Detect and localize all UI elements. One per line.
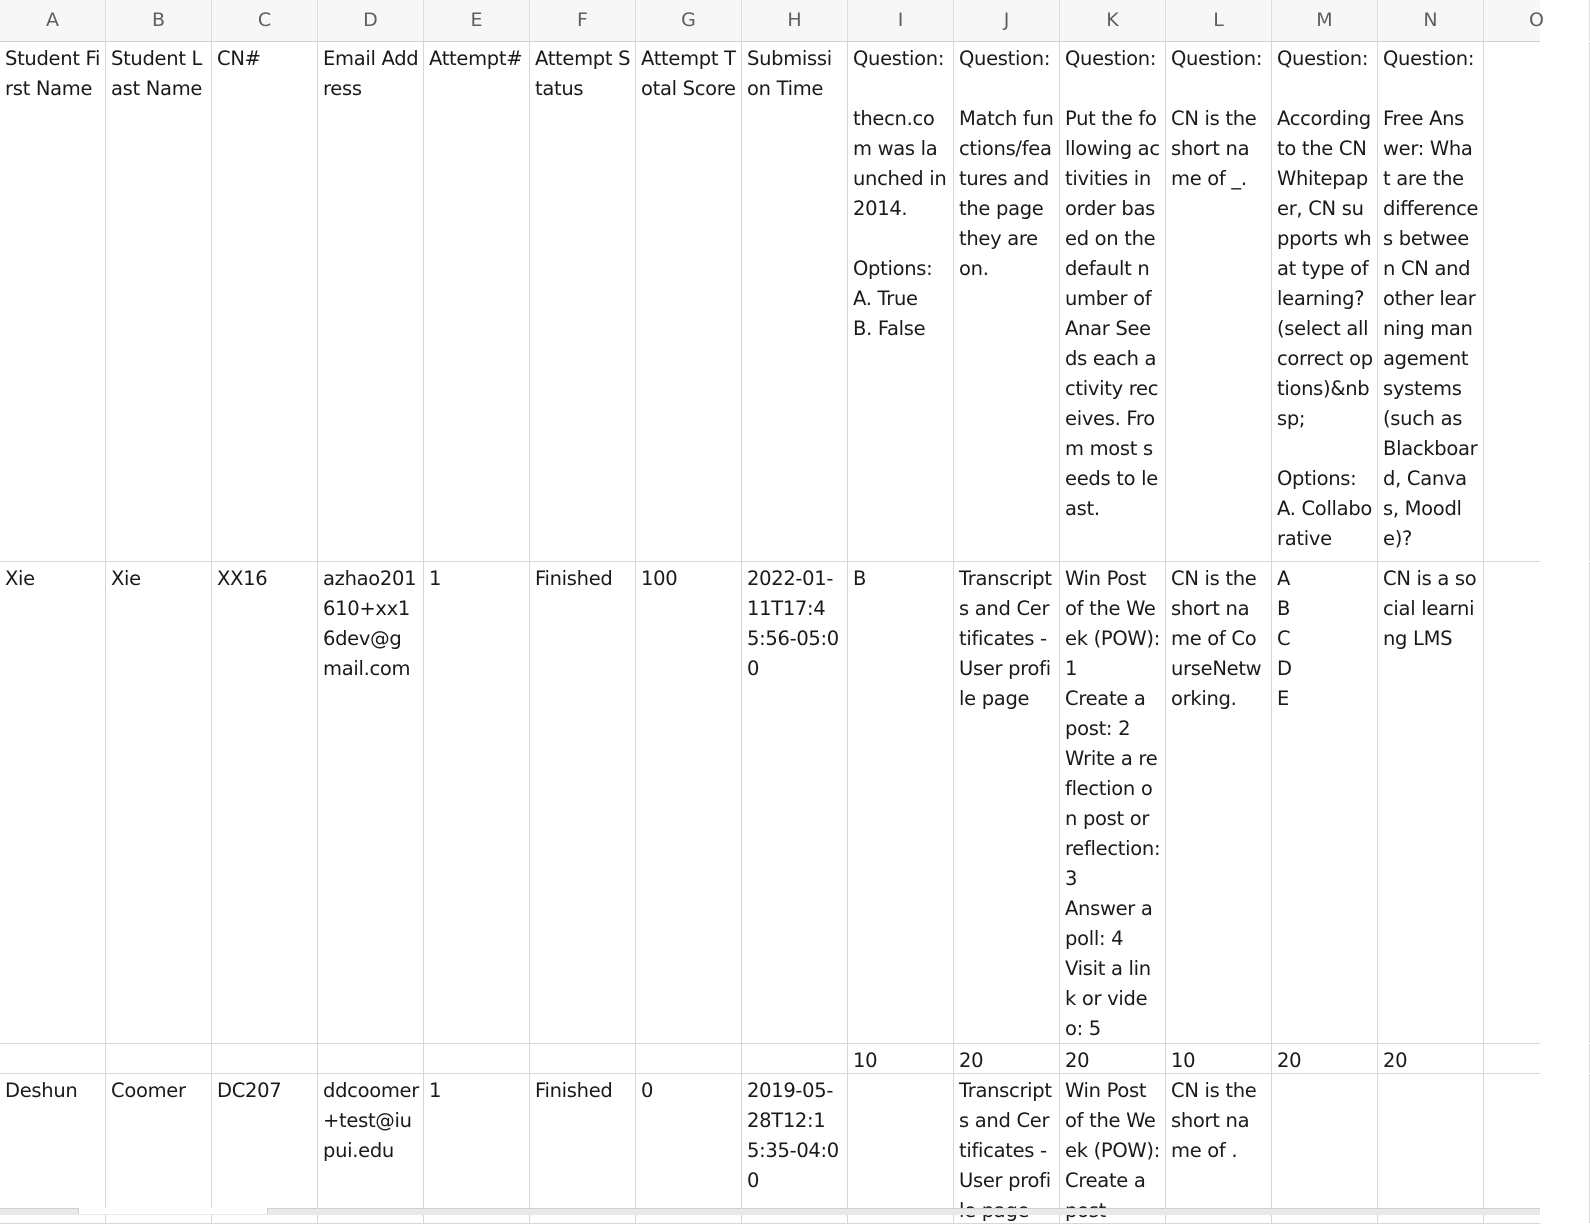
cell-e3[interactable] — [424, 1044, 530, 1073]
column-header-bar — [0, 0, 1544, 42]
cell-j1[interactable]: Question: Match functions/features and the page they are on. — [954, 42, 1060, 561]
cell-g2[interactable]: 100 — [636, 562, 742, 1043]
cell-f3[interactable] — [530, 1044, 636, 1073]
cell-l3[interactable]: 10 — [1166, 1044, 1272, 1073]
cell-i4[interactable] — [848, 1074, 954, 1223]
cell-d2[interactable]: azhao201610+xx16dev@gmail.com — [318, 562, 424, 1043]
cell-h2[interactable]: 2022-01-11T17:45:56-05:00 — [742, 562, 848, 1043]
cell-m3[interactable]: 20 — [1272, 1044, 1378, 1073]
cell-o2[interactable] — [1484, 562, 1590, 1043]
cell-b2[interactable]: Xie — [106, 562, 212, 1043]
cell-e2[interactable]: 1 — [424, 562, 530, 1043]
column-header-c[interactable]: C — [212, 0, 318, 41]
cell-l2[interactable]: CN is the short name of CourseNetworking. — [1166, 562, 1272, 1043]
column-header-g[interactable]: G — [636, 0, 742, 41]
cell-k3[interactable]: 20 — [1060, 1044, 1166, 1073]
cell-d3[interactable] — [318, 1044, 424, 1073]
cell-f1[interactable]: Attempt Status — [530, 42, 636, 561]
table-row — [0, 562, 1540, 1044]
cell-a2[interactable]: Xie — [0, 562, 106, 1043]
column-header-o[interactable]: O — [1484, 0, 1590, 41]
cell-h4[interactable]: 2019-05-28T12:15:35-04:00 — [742, 1074, 848, 1223]
cell-o3[interactable] — [1484, 1044, 1590, 1073]
cell-g4[interactable]: 0 — [636, 1074, 742, 1223]
cell-n4[interactable] — [1378, 1074, 1484, 1223]
cell-i3[interactable]: 10 — [848, 1044, 954, 1073]
cell-n2[interactable]: CN is a social learning LMS — [1378, 562, 1484, 1043]
cell-n3[interactable]: 20 — [1378, 1044, 1484, 1073]
column-header-m[interactable]: M — [1272, 0, 1378, 41]
cell-o4[interactable] — [1484, 1074, 1590, 1223]
cell-c2[interactable]: XX16 — [212, 562, 318, 1043]
cell-f4[interactable]: Finished — [530, 1074, 636, 1223]
cell-f2[interactable]: Finished — [530, 562, 636, 1043]
cell-j4[interactable]: Transcripts and Certificates - User profi — [954, 1074, 1060, 1223]
column-header-f[interactable]: F — [530, 0, 636, 41]
cell-b1[interactable]: Student Last Name — [106, 42, 212, 561]
table-row — [0, 1044, 1540, 1074]
table-row — [0, 42, 1540, 562]
cell-c1[interactable]: CN# — [212, 42, 318, 561]
cell-o1[interactable] — [1484, 42, 1590, 561]
cell-e4[interactable]: 1 — [424, 1074, 530, 1223]
column-header-n[interactable]: N — [1378, 0, 1484, 41]
column-header-k[interactable]: K — [1060, 0, 1166, 41]
cell-n1[interactable]: Question: Free Answer: What are the differences between CN and other learning management systems (such as Blackboard, Canvas, Moodle)? — [1378, 42, 1484, 561]
column-header-d[interactable]: D — [318, 0, 424, 41]
column-header-j[interactable]: J — [954, 0, 1060, 41]
cell-c3[interactable] — [212, 1044, 318, 1073]
cell-m4[interactable] — [1272, 1074, 1378, 1223]
cell-g3[interactable] — [636, 1044, 742, 1073]
column-header-i[interactable]: I — [848, 0, 954, 41]
cell-a1[interactable]: Student First Name — [0, 42, 106, 561]
cell-e1[interactable]: Attempt# — [424, 42, 530, 561]
cell-i2[interactable]: B — [848, 562, 954, 1043]
cell-k4[interactable]: Win Post of the Week (POW): Create a — [1060, 1074, 1166, 1223]
cell-j3[interactable]: 20 — [954, 1044, 1060, 1073]
column-header-a[interactable]: A — [0, 0, 106, 41]
cell-d4[interactable]: ddcoomer+test@iupui.edu — [318, 1074, 424, 1223]
column-header-h[interactable]: H — [742, 0, 848, 41]
scrollbar-thumb[interactable] — [78, 1208, 268, 1214]
cell-m1[interactable]: Question: According to the CN Whitepaper, CN supports what type of learning? (select all correct options)&nbsp; Options: A. Collaborative — [1272, 42, 1378, 561]
cell-i1[interactable]: Question: thecn.com was launched in 2014. Options: A. True B. False — [848, 42, 954, 561]
cell-k1[interactable]: Question: Put the following activities in order based on the default number of Anar Seeds each activity receives. From most seeds to least. — [1060, 42, 1166, 561]
cell-j2[interactable]: Transcripts and Certificates - User profile page — [954, 562, 1060, 1043]
column-header-b[interactable]: B — [106, 0, 212, 41]
cell-m2[interactable]: A B C D E — [1272, 562, 1378, 1043]
cell-l1[interactable]: Question: CN is the short name of _. — [1166, 42, 1272, 561]
column-header-e[interactable]: E — [424, 0, 530, 41]
cell-h1[interactable]: Submission Time — [742, 42, 848, 561]
cell-k2[interactable]: Win Post of the Week (POW): 1 Create a post: 2 Write a reflection on post or reflection: 3 Answer a poll: 4 Visit a link or video: 5 — [1060, 562, 1166, 1043]
cell-a4[interactable]: Deshun — [0, 1074, 106, 1223]
column-header-l[interactable]: L — [1166, 0, 1272, 41]
table-row — [0, 1074, 1540, 1224]
cell-b3[interactable] — [106, 1044, 212, 1073]
cell-a3[interactable] — [0, 1044, 106, 1073]
cell-g1[interactable]: Attempt Total Score — [636, 42, 742, 561]
cell-b4[interactable]: Coomer — [106, 1074, 212, 1223]
cell-c4[interactable]: DC207 — [212, 1074, 318, 1223]
cell-d1[interactable]: Email Address — [318, 42, 424, 561]
cell-l4[interactable]: CN is the short name of . — [1166, 1074, 1272, 1223]
cell-h3[interactable] — [742, 1044, 848, 1073]
